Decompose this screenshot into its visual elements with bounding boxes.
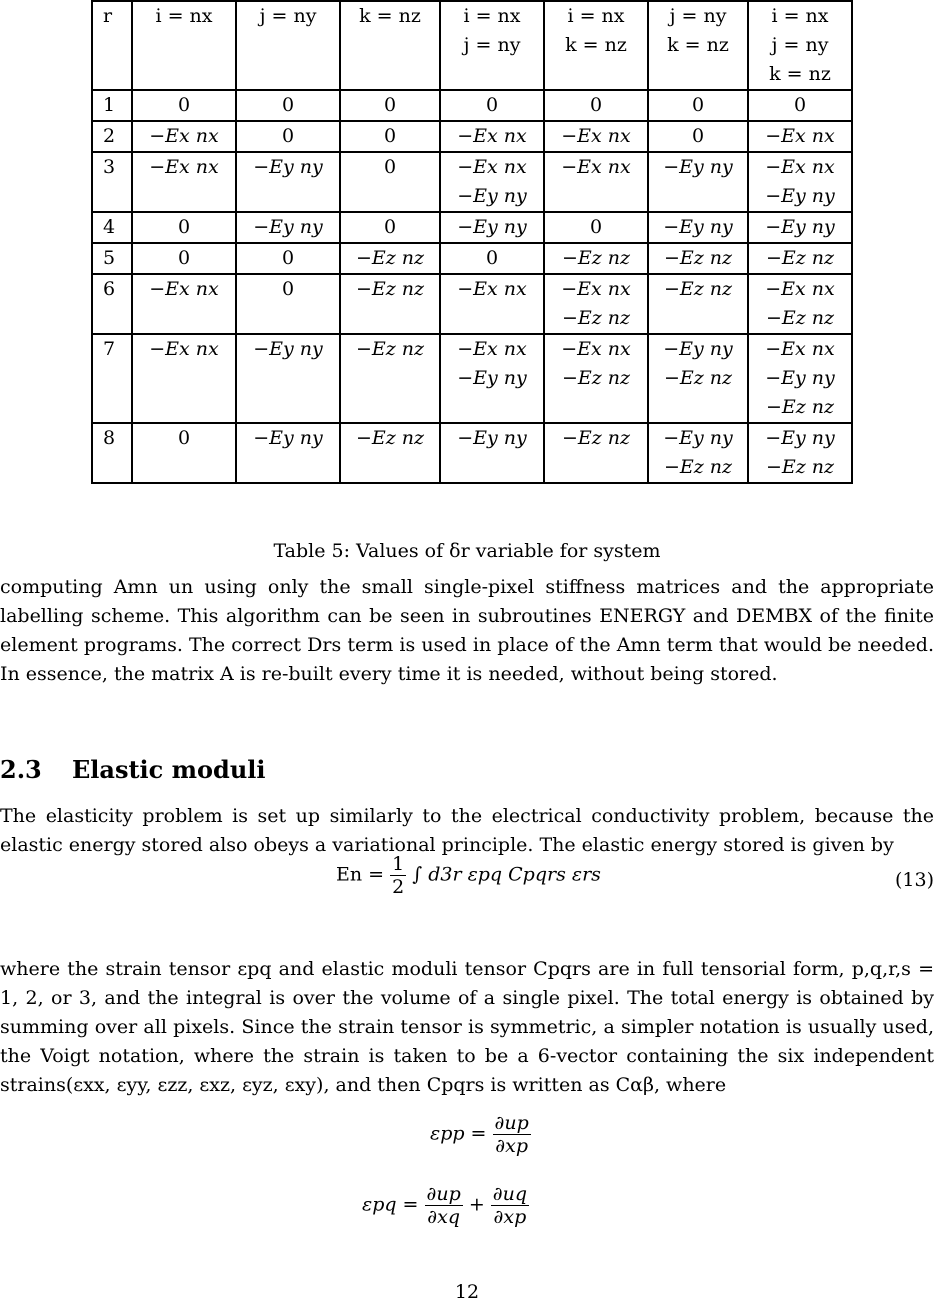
table-cell <box>92 152 132 212</box>
cell-line: −Ex nx <box>457 125 527 147</box>
table-cell <box>340 90 440 121</box>
section-title: Elastic moduli <box>72 755 266 784</box>
table-cell <box>92 334 132 423</box>
paragraph-text: where the strain tensor εpq and elastic moduli tensor Cpqrs are in full tensorial form, p,q,r,s = 1, 2, or 3, and the integral is over the volume of a single pixel. The total energy is obtained by summing over all pixels. Since the strain tensor is symmetric, a simpler notation is usually used, the Voigt notation, where the strain is taken to be a 6-vector containing the six independent strains(εxx, εyy, εzz, εxz, εyz, εxy), and then Cpqrs is written as Cαβ, where <box>0 958 934 1096</box>
cell-line: −Ez nz <box>355 338 425 360</box>
cell-line: −Ez nz <box>561 307 631 329</box>
cell-line: −Ez nz <box>561 427 631 449</box>
cell-line: −Ey ny <box>253 216 323 238</box>
table-cell <box>132 423 236 483</box>
cell-line: −Ez nz <box>663 247 733 269</box>
cell-line: 5 <box>103 247 116 269</box>
table-header-cell <box>132 1 236 90</box>
table-cell <box>92 90 132 121</box>
table-cell <box>648 423 748 483</box>
cell-line: 0 <box>589 94 603 116</box>
cell-line: 0 <box>485 247 499 269</box>
cell-line: −Ey ny <box>253 427 323 449</box>
table-cell <box>748 334 852 423</box>
cell-line: i = nx <box>567 5 625 27</box>
table-cell <box>748 121 852 152</box>
cell-line: j = ny <box>463 34 521 56</box>
fraction-numerator: 1 <box>392 853 405 875</box>
table-cell <box>544 423 648 483</box>
table-cell <box>132 334 236 423</box>
table-row <box>92 423 852 483</box>
cell-line: −Ex nx <box>765 156 835 178</box>
table-cell <box>236 334 340 423</box>
cell-line: −Ez nz <box>765 396 835 418</box>
cell-line: 0 <box>177 216 191 238</box>
table-cell <box>648 243 748 274</box>
cell-line: −Ey ny <box>663 338 733 360</box>
table-cell <box>132 212 236 243</box>
cell-line: j = ny <box>771 34 829 56</box>
cell-line: −Ey ny <box>457 216 527 238</box>
plus-sign: + <box>468 1193 485 1216</box>
equation-rhs: ∫ d3r εpq Cpqrs εrs <box>412 863 601 886</box>
table-cell <box>748 212 852 243</box>
table-cell <box>340 274 440 334</box>
table-cell <box>440 121 544 152</box>
cell-line: 0 <box>589 216 603 238</box>
table-cell <box>132 274 236 334</box>
cell-line: 6 <box>103 278 116 300</box>
section-heading <box>0 755 266 784</box>
table-cell <box>236 212 340 243</box>
cell-line: −Ez nz <box>663 456 733 478</box>
cell-line: −Ex nx <box>765 338 835 360</box>
fraction-numerator: ∂up <box>494 1112 529 1134</box>
table-header-cell <box>236 1 340 90</box>
cell-line: −Ex nx <box>457 278 527 300</box>
table-cell <box>132 152 236 212</box>
cell-line: −Ex nx <box>149 156 219 178</box>
table-cell <box>440 423 544 483</box>
table-cell <box>92 243 132 274</box>
table-row <box>92 274 852 334</box>
table-cell <box>340 243 440 274</box>
cell-line: −Ez nz <box>355 278 425 300</box>
cell-line: 3 <box>103 156 116 178</box>
table-cell <box>648 274 748 334</box>
cell-line: 4 <box>103 216 116 238</box>
table-header-cell <box>440 1 544 90</box>
cell-line: −Ez nz <box>561 247 631 269</box>
table-cell <box>92 212 132 243</box>
table-cell <box>236 152 340 212</box>
fraction-denominator: ∂xp <box>493 1206 527 1228</box>
table-cell <box>340 334 440 423</box>
values-table-wrapper <box>91 0 853 484</box>
paragraph-elasticity <box>0 802 934 860</box>
table-cell <box>340 121 440 152</box>
cell-line: 0 <box>485 94 499 116</box>
paragraph-text: computing Amn un using only the small single-pixel stiffness matrices and the appropriate labelling scheme. This algorithm can be seen in subroutines ENERGY and DEMBX of the finite element programs. The correct Drs term is used in place of the Amn term that would be needed. In essence, the matrix A is re-built every time it is needed, without being stored. <box>0 576 934 685</box>
equation-lhs: εpq = <box>362 1193 419 1216</box>
cell-line: −Ez nz <box>663 278 733 300</box>
table-cell <box>544 121 648 152</box>
cell-line: 0 <box>281 247 295 269</box>
cell-line: k = nz <box>565 34 627 56</box>
fraction-denominator: ∂xp <box>495 1135 528 1157</box>
fraction-numerator: ∂uq <box>492 1183 528 1205</box>
cell-line: 7 <box>103 338 116 360</box>
table-cell <box>544 212 648 243</box>
table-cell <box>440 90 544 121</box>
table-cell <box>92 274 132 334</box>
table-cell <box>648 152 748 212</box>
table-cell <box>132 121 236 152</box>
cell-line: −Ex nx <box>457 156 527 178</box>
cell-line: 0 <box>177 247 191 269</box>
cell-line: 1 <box>103 94 116 116</box>
equation-fraction <box>390 853 406 898</box>
table-cell <box>440 243 544 274</box>
table-cell <box>648 121 748 152</box>
table-row <box>92 334 852 423</box>
table-cell <box>92 423 132 483</box>
table-cell <box>544 274 648 334</box>
cell-line: 8 <box>103 427 116 449</box>
table-cell <box>236 121 340 152</box>
cell-line: −Ez nz <box>561 367 631 389</box>
table-row <box>92 212 852 243</box>
page-number: 12 <box>454 1281 480 1303</box>
table-cell <box>748 90 852 121</box>
table-header-cell <box>544 1 648 90</box>
table-header-cell <box>92 1 132 90</box>
cell-line: i = nx <box>771 5 829 27</box>
cell-line: −Ez nz <box>663 367 733 389</box>
cell-line: 0 <box>691 94 705 116</box>
equation-number: (13) <box>894 869 934 891</box>
cell-line: 0 <box>383 125 397 147</box>
cell-line: 0 <box>691 125 705 147</box>
table-cell <box>440 274 544 334</box>
cell-line: 0 <box>383 156 397 178</box>
fraction-denominator: 2 <box>392 876 405 898</box>
cell-line: −Ey ny <box>457 427 527 449</box>
cell-line: −Ex nx <box>765 125 835 147</box>
cell-line: 2 <box>103 125 116 147</box>
table-row <box>92 243 852 274</box>
cell-line: 0 <box>281 94 295 116</box>
table-row <box>92 121 852 152</box>
table-cell <box>748 274 852 334</box>
cell-line: −Ez nz <box>355 427 425 449</box>
table-cell <box>340 423 440 483</box>
cell-line: −Ex nx <box>149 338 219 360</box>
cell-line: −Ex nx <box>561 338 631 360</box>
section-number: 2.3 <box>0 755 42 784</box>
cell-line: −Ez nz <box>765 247 835 269</box>
cell-line: 0 <box>177 94 191 116</box>
cell-line: −Ey ny <box>663 427 733 449</box>
cell-line: 0 <box>281 125 295 147</box>
table-row <box>92 90 852 121</box>
table-cell <box>236 423 340 483</box>
cell-line: −Ey ny <box>765 185 835 207</box>
cell-line: k = nz <box>769 63 831 85</box>
cell-line: i = nx <box>155 5 213 27</box>
table-cell <box>648 90 748 121</box>
table-cell <box>544 90 648 121</box>
table-header-cell <box>340 1 440 90</box>
cell-line: −Ey ny <box>765 427 835 449</box>
table-cell <box>236 274 340 334</box>
table-cell <box>440 212 544 243</box>
cell-line: r <box>103 5 113 27</box>
table-cell <box>648 334 748 423</box>
table-cell <box>544 243 648 274</box>
cell-line: −Ex nx <box>457 338 527 360</box>
equation-fraction <box>493 1112 531 1157</box>
table-cell <box>440 334 544 423</box>
table-cell <box>340 152 440 212</box>
cell-line: 0 <box>177 427 191 449</box>
table-cell <box>648 212 748 243</box>
table-cell <box>748 243 852 274</box>
cell-line: −Ex nx <box>149 278 219 300</box>
cell-line: −Ex nx <box>561 278 631 300</box>
table-cell <box>236 90 340 121</box>
table-cell <box>544 334 648 423</box>
cell-line: j = ny <box>259 5 317 27</box>
cell-line: 0 <box>383 94 397 116</box>
cell-line: 0 <box>793 94 807 116</box>
cell-line: −Ey ny <box>663 156 733 178</box>
table-cell <box>440 152 544 212</box>
cell-line: −Ex nx <box>561 125 631 147</box>
table-header-cell <box>748 1 852 90</box>
table-body <box>92 90 852 483</box>
table-cell <box>340 212 440 243</box>
cell-line: −Ez nz <box>355 247 425 269</box>
paragraph-algorithm <box>0 573 934 689</box>
cell-line: −Ex nx <box>561 156 631 178</box>
table-cell <box>236 243 340 274</box>
cell-line: i = nx <box>463 5 521 27</box>
cell-line: −Ex nx <box>765 278 835 300</box>
fraction-numerator: ∂up <box>426 1183 461 1205</box>
equation-fraction <box>425 1183 463 1228</box>
equation-fraction <box>491 1183 529 1228</box>
cell-line: k = nz <box>359 5 421 27</box>
table-cell <box>748 423 852 483</box>
equation-lhs: εpp = <box>430 1122 487 1145</box>
cell-line: −Ey ny <box>457 185 527 207</box>
table-header-row <box>92 1 852 90</box>
cell-line: −Ey ny <box>663 216 733 238</box>
paragraph-strain <box>0 955 934 1100</box>
fraction-denominator: ∂xq <box>427 1206 460 1228</box>
table-header-cell <box>648 1 748 90</box>
cell-line: −Ey ny <box>253 338 323 360</box>
table-cell <box>132 243 236 274</box>
values-table <box>91 0 853 484</box>
equation-lhs: En = <box>336 863 385 886</box>
cell-line: 0 <box>281 278 295 300</box>
cell-line: −Ez nz <box>765 456 835 478</box>
cell-line: −Ey ny <box>765 367 835 389</box>
paragraph-text: The elasticity problem is set up similarly to the electrical conductivity problem, because the elastic energy stored also obeys a variational principle. The elastic energy stored is given by <box>0 805 934 856</box>
cell-line: −Ey ny <box>253 156 323 178</box>
table-cell <box>748 152 852 212</box>
cell-line: −Ez nz <box>765 307 835 329</box>
cell-line: j = ny <box>669 5 727 27</box>
table-row <box>92 152 852 212</box>
cell-line: −Ey ny <box>765 216 835 238</box>
cell-line: −Ey ny <box>457 367 527 389</box>
cell-line: 0 <box>383 216 397 238</box>
table-cell <box>132 90 236 121</box>
table-caption: Table 5: Values of δr variable for system <box>273 540 661 562</box>
table-cell <box>544 152 648 212</box>
cell-line: −Ex nx <box>149 125 219 147</box>
table-cell <box>92 121 132 152</box>
cell-line: k = nz <box>667 34 729 56</box>
